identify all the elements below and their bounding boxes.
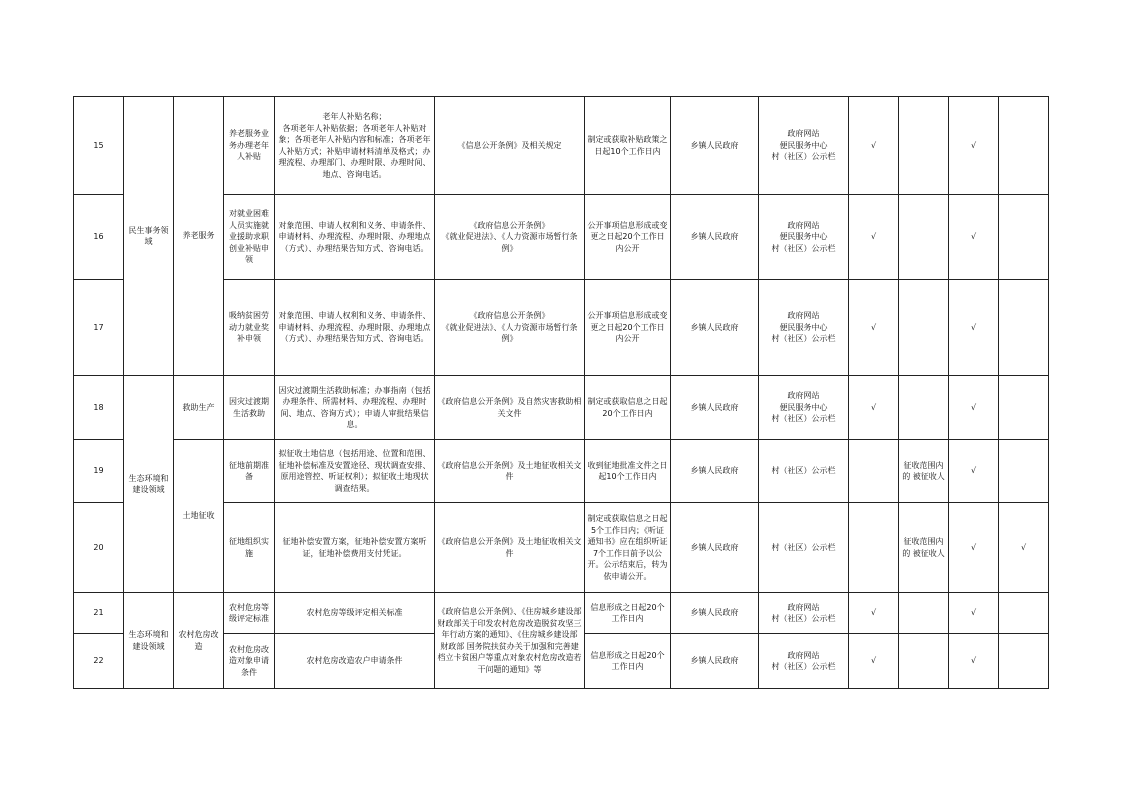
content-cell: 农村危房等级评定相关标准 (275, 593, 435, 634)
object-cell (899, 195, 949, 280)
object-cell (899, 280, 949, 376)
check-cell: √ (949, 593, 999, 634)
check-cell: √ (849, 97, 899, 195)
table-row (74, 440, 1049, 503)
time-limit-cell: 制定或获取信息之日起5个工作日内；《听证通知书》应在组织听证7个工作日前予以公开。公示结束后，转为依申请公开。 (585, 503, 671, 593)
subject-cell: 乡镇人民政府 (671, 593, 759, 634)
sub-area-cell: 救助生产 (174, 376, 224, 440)
check-cell (999, 97, 1049, 195)
item-cell: 征地前期准备 (224, 440, 275, 503)
check-cell (999, 634, 1049, 689)
content-cell: 农村危房改造农户申请条件 (275, 634, 435, 689)
table-row (74, 593, 1049, 634)
disclosure-table (73, 96, 1049, 689)
row-number: 16 (74, 195, 124, 280)
time-limit-cell: 制定或获取信息之日起20个工作日内 (585, 376, 671, 440)
channel-cell: 村（社区）公示栏 (759, 440, 849, 503)
item-cell: 因灾过渡期生活救助 (224, 376, 275, 440)
content-cell: 老年人补贴名称； 各项老年人补贴依据；各项老年人补贴对象；各项老年人补贴内容和标准；各项老年人补贴方式；补贴申请材料清单及格式；办理流程、办理部门、办理时限、办理时间、地点、咨询电话。 (275, 97, 435, 195)
content-cell: 拟征收土地信息（包括用途、位置和范围、征地补偿标准及安置途径、现状调查安排、原用途管控、听证权利）；拟征收土地现状调查结果。 (275, 440, 435, 503)
check-cell: √ (949, 440, 999, 503)
basis-cell: 《信息公开条例》及相关规定 (435, 97, 585, 195)
check-cell: √ (949, 97, 999, 195)
time-limit-cell: 信息形成之日起20个工作日内 (585, 593, 671, 634)
sub-area-cell: 农村危房改造 (174, 593, 224, 689)
area-cell: 生态环境和建设领域 (124, 593, 174, 689)
subject-cell: 乡镇人民政府 (671, 440, 759, 503)
area-cell: 生态环境和建设领域 (124, 376, 174, 593)
check-cell: √ (849, 593, 899, 634)
check-cell: √ (949, 376, 999, 440)
channel-cell: 政府网站 便民服务中心 村（社区）公示栏 (759, 376, 849, 440)
row-number: 19 (74, 440, 124, 503)
object-cell: 征收范围内的 被征收人 (899, 503, 949, 593)
subject-cell: 乡镇人民政府 (671, 97, 759, 195)
subject-cell: 乡镇人民政府 (671, 195, 759, 280)
sub-area-cell: 土地征收 (174, 440, 224, 593)
time-limit-cell: 信息形成之日起20个工作日内 (585, 634, 671, 689)
channel-cell: 村（社区）公示栏 (759, 503, 849, 593)
time-limit-cell: 公开事项信息形成或变更之日起20个工作日内公开 (585, 280, 671, 376)
check-cell: √ (849, 376, 899, 440)
item-cell: 养老服务业务办理老年人补贴 (224, 97, 275, 195)
channel-cell: 政府网站 便民服务中心 村（社区）公示栏 (759, 97, 849, 195)
row-number: 17 (74, 280, 124, 376)
item-cell: 征地组织实施 (224, 503, 275, 593)
basis-cell: 《政府信息公开条例》、《住房城乡建设部 财政部关于印发农村危房改造脱贫攻坚三年行动方案的通知》、《住房城乡建设部 财政部 国务院扶贫办关于加强和完善建档立卡贫困户等重点对象农村危房改造若干问题的通知》等 (435, 593, 585, 689)
check-cell: √ (849, 634, 899, 689)
subject-cell: 乡镇人民政府 (671, 376, 759, 440)
check-cell: √ (849, 195, 899, 280)
check-cell (999, 195, 1049, 280)
check-cell (849, 440, 899, 503)
basis-cell: 《政府信息公开条例》及土地征收相关文件 (435, 503, 585, 593)
sub-area-cell: 养老服务 (174, 97, 224, 376)
table-row (74, 97, 1049, 195)
content-cell: 对象范围、申请人权利和义务、申请条件、申请材料、办理流程、办理时限、办理地点（方式）、办理结果告知方式、咨询电话。 (275, 195, 435, 280)
basis-cell: 《政府信息公开条例》及土地征收相关文件 (435, 440, 585, 503)
row-number: 21 (74, 593, 124, 634)
time-limit-cell: 收到征地批准文件之日起10个工作日内 (585, 440, 671, 503)
basis-cell: 《政府信息公开条例》 《就业促进法》、《人力资源市场暂行条例》 (435, 280, 585, 376)
object-cell (899, 634, 949, 689)
object-cell: 征收范围内的 被征收人 (899, 440, 949, 503)
content-cell: 因灾过渡期生活救助标准；办事指南（包括办理条件、所需材料、办理流程、办理时间、地点、咨询方式）；申请人审批结果信息。 (275, 376, 435, 440)
content-cell: 征地补偿安置方案，征地补偿安置方案听证，征地补偿费用支付凭证。 (275, 503, 435, 593)
object-cell (899, 376, 949, 440)
row-number: 18 (74, 376, 124, 440)
basis-cell: 《政府信息公开条例》 《就业促进法》、《人力资源市场暂行条例》 (435, 195, 585, 280)
check-cell: √ (949, 280, 999, 376)
check-cell: √ (949, 634, 999, 689)
check-cell (999, 280, 1049, 376)
check-cell (999, 376, 1049, 440)
row-number: 22 (74, 634, 124, 689)
object-cell (899, 97, 949, 195)
time-limit-cell: 制定或获取补贴政策之日起10个工作日内 (585, 97, 671, 195)
item-cell: 对就业困难人员实施就业援助求职创业补贴申领 (224, 195, 275, 280)
check-cell (999, 593, 1049, 634)
check-cell: √ (949, 195, 999, 280)
channel-cell: 政府网站 村（社区）公示栏 (759, 593, 849, 634)
item-cell: 吸纳贫困劳动力就业奖补申领 (224, 280, 275, 376)
subject-cell: 乡镇人民政府 (671, 634, 759, 689)
item-cell: 农村危房改造对象申请条件 (224, 634, 275, 689)
subject-cell: 乡镇人民政府 (671, 280, 759, 376)
content-cell: 对象范围、申请人权利和义务、申请条件、申请材料、办理流程、办理时限、办理地点（方式）、办理结果告知方式、咨询电话。 (275, 280, 435, 376)
check-cell: √ (949, 503, 999, 593)
check-cell: √ (999, 503, 1049, 593)
area-cell: 民生事务领域 (124, 97, 174, 376)
channel-cell: 政府网站 便民服务中心 村（社区）公示栏 (759, 280, 849, 376)
channel-cell: 政府网站 便民服务中心 村（社区）公示栏 (759, 195, 849, 280)
object-cell (899, 593, 949, 634)
subject-cell: 乡镇人民政府 (671, 503, 759, 593)
table-row (74, 376, 1049, 440)
basis-cell: 《政府信息公开条例》及自然灾害救助相关文件 (435, 376, 585, 440)
check-cell (999, 440, 1049, 503)
item-cell: 农村危房等级评定标准 (224, 593, 275, 634)
check-cell: √ (849, 280, 899, 376)
row-number: 15 (74, 97, 124, 195)
check-cell (849, 503, 899, 593)
time-limit-cell: 公开事项信息形成或变更之日起20个工作日内公开 (585, 195, 671, 280)
channel-cell: 政府网站 村（社区）公示栏 (759, 634, 849, 689)
row-number: 20 (74, 503, 124, 593)
